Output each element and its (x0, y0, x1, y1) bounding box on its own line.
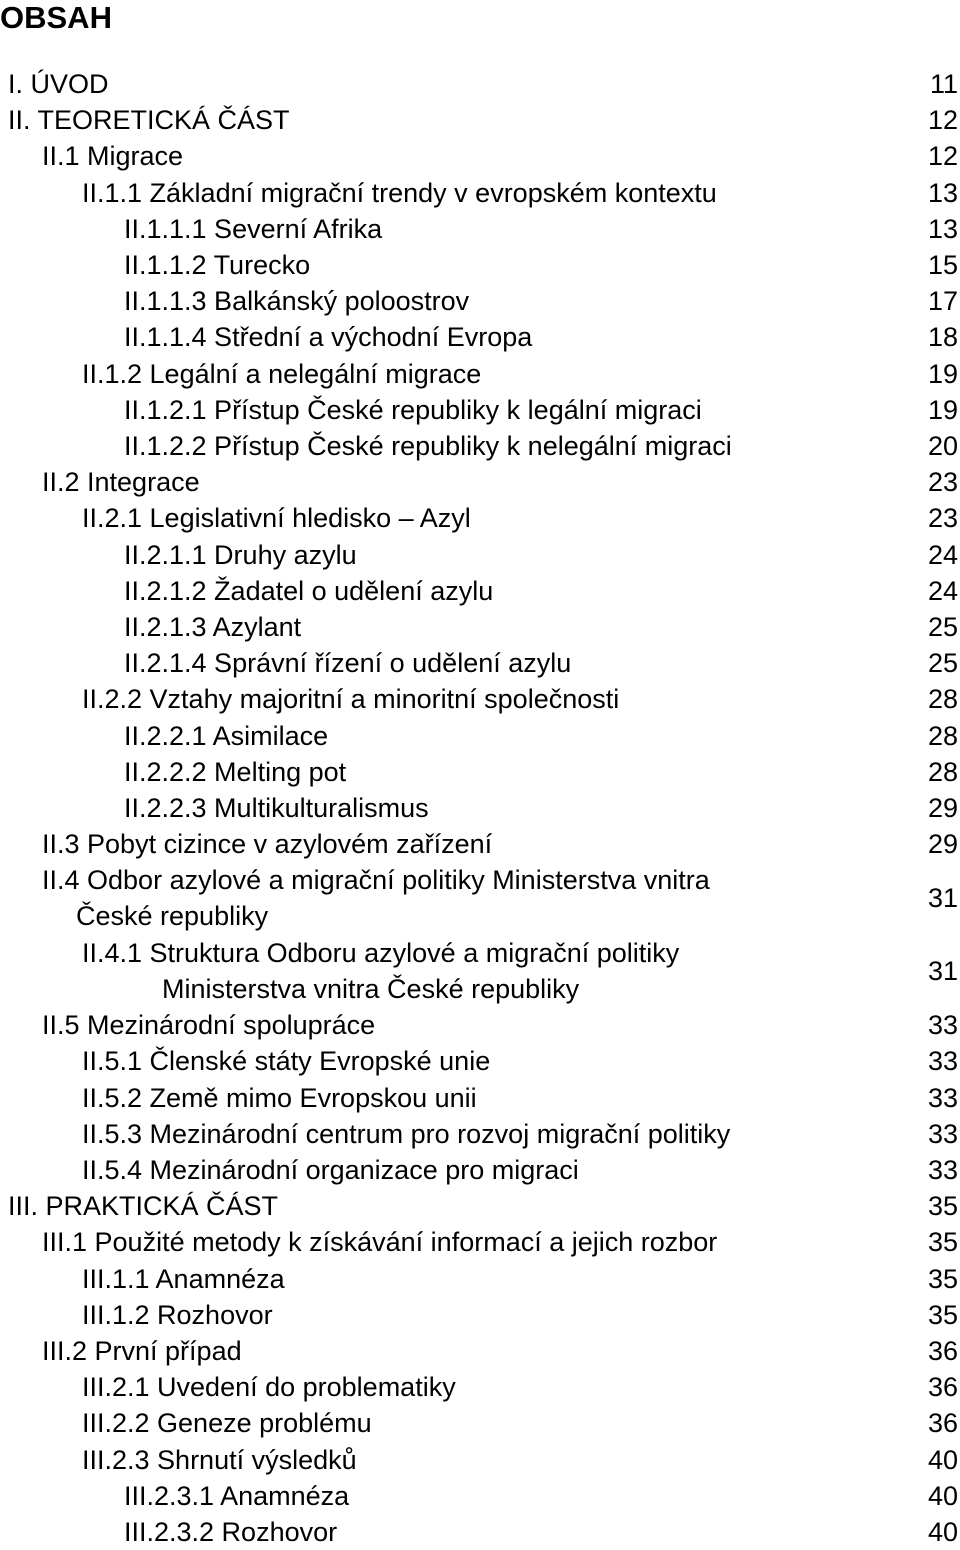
toc-entry-page-number: 12 (927, 105, 958, 136)
toc-entry-page-number: 19 (927, 394, 958, 425)
toc-entry-title (82, 1405, 372, 1441)
toc-entry-title (82, 500, 471, 536)
toc-entry-title (124, 609, 301, 645)
toc-entry-page-number: 36 (927, 1408, 958, 1439)
toc-entry-page-number: 35 (927, 1227, 958, 1258)
toc-entry-page-number: 23 (927, 503, 958, 534)
toc-entry-title (82, 1080, 477, 1116)
toc-entry-title (82, 1369, 456, 1405)
toc-entry-title-text: III. PRAKTICKÁ ČÁST (8, 1191, 279, 1222)
toc-entry[interactable] (0, 537, 960, 573)
toc-entry-title-text: III.1.2 Rozhovor (82, 1299, 273, 1330)
toc-entry[interactable] (0, 862, 960, 934)
toc-entry[interactable] (0, 102, 960, 138)
toc-entry[interactable] (0, 1333, 960, 1369)
toc-entry[interactable] (0, 1369, 960, 1405)
toc-entry-title-text: II.2.1.3 Azylant (124, 612, 302, 642)
toc-entry-page-number: 12 (927, 141, 958, 172)
toc-entry[interactable] (0, 1405, 960, 1441)
toc-entry-page-number: 33 (927, 1118, 958, 1149)
toc-entry-title-text: II.2.2.2 Melting pot (124, 756, 347, 787)
toc-entry-title-text: II.2.2.3 Multikulturalismus (124, 793, 429, 823)
toc-entry-page-number: 23 (927, 467, 958, 498)
toc-entry[interactable] (0, 1188, 960, 1224)
toc-entry[interactable] (0, 1043, 960, 1079)
toc-entry[interactable] (0, 1080, 960, 1116)
toc-entry[interactable] (0, 826, 960, 862)
toc-entry-page-number: 24 (927, 539, 958, 570)
toc-entry[interactable] (0, 609, 960, 645)
toc-entry-title-text: II.5.1 Členské státy Evropské unie (82, 1046, 491, 1077)
toc-entry-title-text: II.5.4 Mezinárodní organizace pro migraci (82, 1155, 579, 1185)
toc-entry[interactable] (0, 464, 960, 500)
toc-entry-title (82, 1297, 273, 1333)
toc-entry[interactable] (0, 500, 960, 536)
toc-entry-title-text: II.3 Pobyt cizince v azylovém zařízení (42, 829, 493, 860)
toc-entry-page-number: 19 (927, 358, 958, 389)
toc-entry-page-number: 25 (927, 612, 958, 642)
toc-entry-page-number: 35 (927, 1299, 958, 1330)
toc-entry-page-number: 20 (927, 431, 958, 461)
toc-entry-title-text: II.1 Migrace (42, 141, 184, 172)
toc-entry-title-text: II.1.1.3 Balkánský poloostrov (124, 286, 470, 317)
toc-entry-title-text: II.1.1.1 Severní Afrika (124, 213, 383, 244)
toc-entry-title-text: II. TEORETICKÁ ČÁST (8, 105, 290, 136)
page-title: OBSAH (0, 0, 112, 35)
toc-entry-title-text: III.2 První případ (42, 1336, 242, 1366)
toc-entry-page-number: 40 (927, 1480, 958, 1511)
toc-entry-title (124, 1514, 337, 1550)
toc-entry-page-number: 36 (927, 1336, 958, 1366)
toc-entry-page-number: 25 (927, 648, 958, 679)
toc-entry[interactable] (0, 681, 960, 717)
toc-entry-title-text: II.2 Integrace (42, 467, 200, 498)
toc-entry-title (8, 66, 109, 102)
toc-entry-page-number: 33 (927, 1010, 958, 1041)
toc-entry[interactable] (0, 211, 960, 247)
toc-entry-title-text: II.5.3 Mezinárodní centrum pro rozvoj migrační politiky (82, 1118, 731, 1149)
toc-entry-title-text: II.1.1.2 Turecko (124, 250, 311, 280)
toc-entry[interactable] (0, 1297, 960, 1333)
toc-entry-title (82, 356, 481, 392)
toc-entry-title-continuation: České republiky (76, 901, 269, 932)
toc-entry-title (82, 1116, 730, 1152)
toc-entry[interactable] (0, 1478, 960, 1514)
toc-entry-title (124, 754, 346, 790)
toc-entry-title (82, 1261, 285, 1297)
toc-entry-title (124, 283, 469, 319)
toc-entry[interactable] (0, 754, 960, 790)
toc-entry[interactable] (0, 1152, 960, 1188)
toc-entry[interactable] (0, 790, 960, 826)
toc-entry-title-text: II.2.2 Vztahy majoritní a minoritní společnosti (82, 684, 620, 715)
toc-entry-title (82, 1043, 490, 1079)
toc-entry-page-number: 28 (927, 720, 958, 751)
toc-entry[interactable] (0, 66, 960, 102)
toc-entry[interactable] (0, 1007, 960, 1043)
toc-entry-title (42, 826, 492, 862)
toc-entry[interactable] (0, 1261, 960, 1297)
toc-entry-page-number: 35 (927, 1263, 958, 1294)
toc-entry-page-number: 15 (927, 250, 958, 280)
toc-entry-title (42, 1333, 242, 1369)
toc-entry-title (82, 935, 679, 1007)
toc-entry[interactable] (0, 428, 960, 464)
toc-entry-title-text: II.2.2.1 Asimilace (124, 720, 329, 751)
toc-entry-title (42, 1007, 375, 1043)
toc-entry-title (124, 645, 571, 681)
toc-entry[interactable] (0, 1514, 960, 1550)
toc-entry[interactable] (0, 283, 960, 319)
toc-entry-title-text: III.2.1 Uvedení do problematiky (82, 1372, 456, 1403)
toc-entry-title (8, 1188, 278, 1224)
toc-entry[interactable] (0, 1442, 960, 1478)
toc-entry-title (124, 247, 310, 283)
toc-entry-page-number: 11 (929, 69, 958, 99)
toc-entry-title (124, 428, 732, 464)
toc-entry-page-number: 33 (927, 1046, 958, 1077)
toc-entry-title (82, 681, 619, 717)
toc-entry[interactable] (0, 392, 960, 428)
toc-entry-title-text: III.2.2 Geneze problému (82, 1408, 372, 1439)
toc-entry-page-number: 28 (927, 684, 958, 715)
toc-entry-page-number: 28 (927, 756, 958, 787)
toc-entry-title (82, 175, 717, 211)
toc-entry-title (124, 718, 328, 754)
toc-entry-title-continuation: Ministerstva vnitra České republiky (162, 973, 580, 1004)
toc-entry-page-number: 35 (927, 1191, 958, 1222)
toc-entry-title (124, 1478, 349, 1514)
toc-entry-title-text: II.1.2.2 Přístup České republiky k nelegální migraci (124, 431, 732, 461)
toc-entry-title (42, 138, 183, 174)
toc-entry-title-text: II.5 Mezinárodní spolupráce (42, 1010, 376, 1041)
toc-entry[interactable] (0, 138, 960, 174)
toc-entry-title-text: III.1 Použité metody k získávání informací a jejich rozbor (42, 1227, 718, 1258)
toc-entry-title-text: II.2.1.4 Správní řízení o udělení azylu (124, 648, 572, 679)
toc-entry-page-number: 13 (927, 213, 958, 244)
toc-entry[interactable] (0, 175, 960, 211)
toc-entry-title (124, 319, 532, 355)
toc-entry-title (8, 102, 290, 138)
toc-entry-title-text: II.2.1.2 Žadatel o udělení azylu (124, 575, 494, 606)
toc-entry-title (42, 862, 710, 934)
toc-entry-page-number: 13 (927, 177, 958, 208)
toc-entry[interactable] (0, 935, 960, 1007)
toc-entry-page-number: 29 (927, 829, 958, 860)
toc-entry[interactable] (0, 1116, 960, 1152)
toc-entry-title-text: III.2.3 Shrnutí výsledků (82, 1444, 357, 1475)
toc-entry-title (82, 1152, 579, 1188)
toc-entry[interactable] (0, 356, 960, 392)
toc-entry-title-text: II.4 Odbor azylové a migrační politiky Ministerstva vnitra (42, 865, 710, 896)
toc-entry-page-number: 40 (927, 1517, 958, 1547)
toc-entry[interactable] (0, 718, 960, 754)
toc-entry-page-number: 17 (927, 286, 958, 317)
toc-entry-title-text: I. ÚVOD (8, 69, 109, 99)
toc-entry[interactable] (0, 247, 960, 283)
toc-entry[interactable] (0, 645, 960, 681)
toc-entry-page-number: 29 (927, 793, 958, 823)
toc-entry-page-number: 24 (927, 575, 958, 606)
toc-entry-title (124, 537, 357, 573)
toc-entry-title-text: III.2.3.1 Anamnéza (124, 1480, 350, 1511)
toc-entry-title-text: II.1.1 Základní migrační trendy v evropském kontextu (82, 177, 717, 208)
toc-entry[interactable] (0, 1224, 960, 1260)
toc-entry-page-number: 40 (927, 1444, 958, 1475)
toc-entry-page-number: 18 (927, 322, 958, 353)
toc-entry-title-text: II.2.1 Legislativní hledisko – Azyl (82, 503, 471, 534)
toc-entry-page-number: 33 (927, 1155, 958, 1185)
toc-entry-title (82, 1442, 357, 1478)
toc-entry[interactable] (0, 319, 960, 355)
toc-entry-title (42, 1224, 717, 1260)
toc-entry-title (124, 211, 382, 247)
toc-entry-title (124, 573, 493, 609)
toc-entry[interactable] (0, 573, 960, 609)
toc-entry-page-number: 36 (927, 1372, 958, 1403)
toc-entry-title (124, 392, 702, 428)
toc-entry-page-number: 33 (927, 1082, 958, 1113)
toc-entry-page-number: 31 (927, 883, 958, 914)
toc-entry-title-text: II.1.2 Legální a nelegální migrace (82, 358, 482, 389)
toc-entry-title-text: II.4.1 Struktura Odboru azylové a migrační politiky (82, 937, 680, 968)
toc-entry-page-number: 31 (927, 955, 958, 986)
toc-entry-title-text: II.1.1.4 Střední a východní Evropa (124, 322, 533, 353)
toc-entry-title-text: II.5.2 Země mimo Evropskou unii (82, 1082, 477, 1113)
toc-entry-title-text: III.2.3.2 Rozhovor (124, 1517, 338, 1547)
toc-entry-title (124, 790, 429, 826)
toc-entry-title-text: II.1.2.1 Přístup České republiky k legální migraci (124, 394, 702, 425)
toc-entry-title-text: III.1.1 Anamnéza (82, 1263, 285, 1294)
toc-entry-title-text: II.2.1.1 Druhy azylu (124, 539, 357, 570)
toc-entry-title (42, 464, 200, 500)
